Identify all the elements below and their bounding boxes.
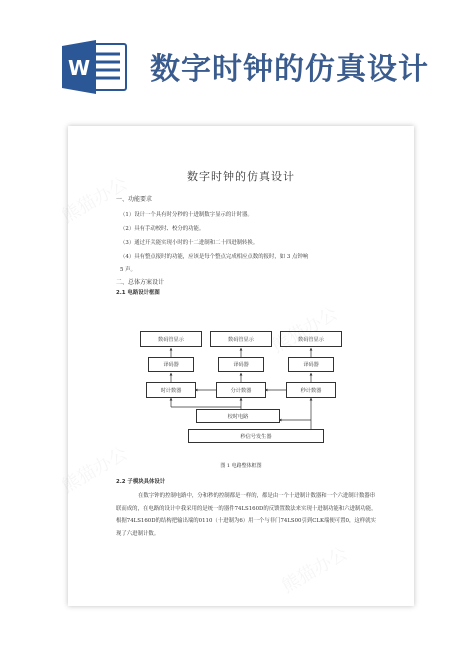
requirement-4: （4）具有整点报时的功能，应该是每个整点完成相应点数的报时，如 3 点钟响 <box>120 254 309 260</box>
document-page <box>68 126 414 606</box>
display-box-hour: 数码管显示 <box>140 331 202 347</box>
display-box-second: 数码管显示 <box>280 331 342 347</box>
body-paragraph: 在数字钟的控制电路中，分和秒的控制都是一样的，都是由一个十进制计数器和一个六进制计数器串联而成的，在电路的设计中我采用的是统一的器件74LS160D的反馈置数法来实现十进制功能和六进制功能，根据74LS160D的结构把输出端的0110（十进制为6）用一个与非门74LS00引到CLK端便可置0，这样就实现了六进制计数。 <box>116 493 377 537</box>
hour-counter-box: 时计数器 <box>146 382 196 398</box>
requirement-3: （3）通过开关能实现小时的十二进制和二十四进制转换。 <box>120 240 259 246</box>
pulse-generator-box: 秒信号发生器 <box>188 429 324 443</box>
decoder-box-second: 译码器 <box>288 357 334 372</box>
requirement-1: （1）设计一个具有时分秒的十进制数字显示的计时器。 <box>120 212 253 218</box>
display-box-minute: 数码管显示 <box>210 331 272 347</box>
minute-counter-box: 分计数器 <box>216 382 266 398</box>
decoder-box-minute: 译码器 <box>218 357 264 372</box>
banner-title: 数字时钟的仿真设计 <box>150 52 429 87</box>
document-title: 数字时钟的仿真设计 <box>187 170 295 183</box>
subsection-2-2: 2.2 子模块具体设计 <box>116 479 166 485</box>
word-logo-letter: W <box>67 56 91 80</box>
banner <box>0 0 474 120</box>
requirement-4-continued: 5 声。 <box>120 267 136 273</box>
word-logo-icon <box>62 40 128 94</box>
figure-caption: 图 1 电路整体框图 <box>220 463 262 469</box>
decoder-box-hour: 译码器 <box>148 357 194 372</box>
requirement-2: （2）具有手动校时、校分的功能。 <box>120 226 205 232</box>
section-heading-1: 一、功能要求 <box>116 196 153 203</box>
section-heading-2: 二、总体方案设计 <box>116 279 165 286</box>
subsection-2-1: 2.1 电路设计框图 <box>116 290 160 296</box>
adjust-circuit-box: 校时电路 <box>196 409 280 423</box>
second-counter-box: 秒计数器 <box>286 382 336 398</box>
